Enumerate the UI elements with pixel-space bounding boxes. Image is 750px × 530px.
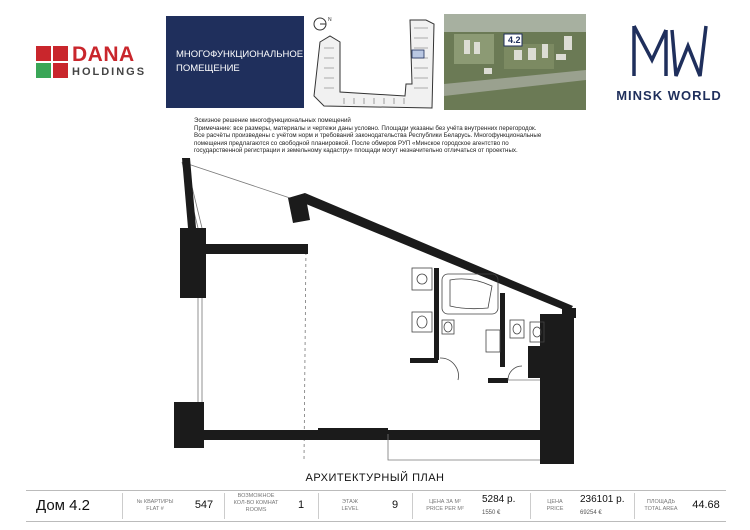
aerial-building-tag: 4.2 [508,35,521,45]
notes-line-1: Эскизное решение многофункциональных помещений [194,117,351,124]
level-label-ru: ЭТАЖ [342,499,358,505]
house-number: Дом 4.2 [36,497,91,514]
floor-key-plan [310,14,436,112]
area-label-ru: ПЛОЩАДЬ [646,499,676,505]
price-eur: 69254 € [580,510,602,516]
flat-label-ru: № КВАРТИРЫ [136,499,174,505]
disclaimer-notes [194,117,584,155]
price-label-en: PRICE [546,506,564,512]
price-per-m2-value: 5284 р. [482,494,516,505]
price-label-ru: ЦЕНА [547,499,563,505]
rooms-label-en: ROOMS [245,507,267,513]
compass-icon [314,18,326,30]
price-value: 236101 р. [580,494,625,505]
level-value: 9 [391,499,399,511]
plan-title: АРХИТЕКТУРНЫЙ ПЛАН [305,472,445,484]
rooms-label-ru-2: КОЛ-ВО КОМНАТ [233,500,279,506]
architectural-floor-plan [170,158,590,464]
north-label: N [328,17,332,23]
minsk-world-name: MINSK WORLD [616,88,722,103]
title-box-text: МНОГОФУНКЦИОНАЛЬНОЕ ПОМЕЩЕНИЕ [176,49,304,74]
price-per-m2-label-en: PRICE PER M² [426,506,464,512]
notes-line-3: Все расчёты произведены с учётом норм и требований законодательства Республики Беларусь. Многофункциональные [194,132,542,140]
dana-brand-text: DANA [72,43,135,66]
flat-value: 547 [194,499,214,511]
title-box [166,16,304,108]
mw-monogram-icon [614,20,724,86]
area-label-en: TOTAL AREA [644,506,678,512]
notes-line-4: помещения предлагаются со свободной планировкой. После обмеров РУП «Минское городское агентство по [194,139,509,147]
notes-line-2: Примечание: все размеры, материалы и чертежи даны условно. Площади указаны без учёта внутренних перегородок. [194,124,537,132]
rooms-value: 1 [297,499,305,511]
flat-label-en: FLAT # [146,506,164,512]
level-label-en: LEVEL [341,506,359,512]
aerial-view-image [444,14,586,110]
dana-holdings-logo [36,44,156,80]
minsk-world-logo [614,20,724,106]
dana-sub-text: HOLDINGS [72,66,147,78]
area-value: 44.68 [692,499,720,511]
rooms-label-ru-1: ВОЗМОЖНОЕ [237,493,275,499]
notes-line-5: государственной регистрации и земельному кадастру» площади могут незначительно отличаться от проектных. [194,147,518,155]
price-per-m2-eur: 1550 € [482,510,501,516]
price-per-m2-label-ru: ЦЕНА ЗА М² [429,499,461,505]
apartment-info-bar [26,490,726,522]
